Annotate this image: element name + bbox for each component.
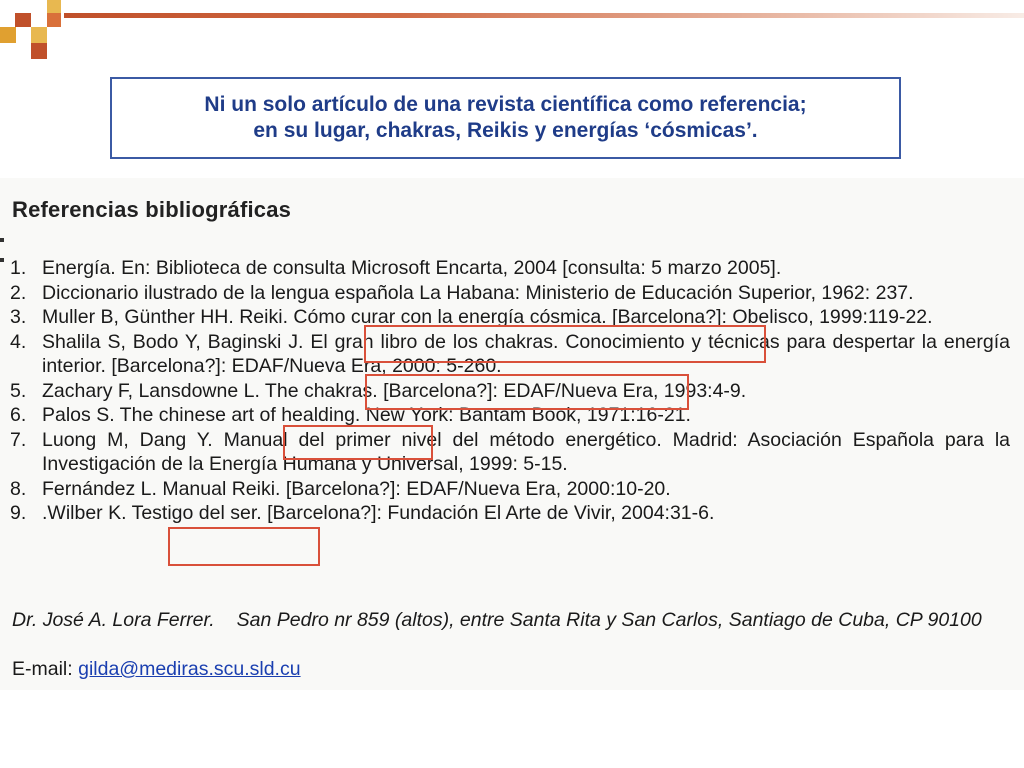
reference-text: Palos S. The chinese art of healding. New York: Bantam Book, 1971:16-21. (42, 404, 691, 426)
reference-list (10, 256, 1010, 526)
reference-number: 5. (10, 379, 27, 402)
decor-square-gold (0, 27, 16, 43)
decor-square-orange (15, 13, 31, 27)
reference-text: Luong M, Dang Y. Manual del primer nivel del método energético. Madrid: Asociación Española para la Investigación de la Energía Humana y Universal, 1999: 5-15. (42, 428, 1010, 475)
reference-text: Energía. En: Biblioteca de consulta Microsoft Encarta, 2004 [consulta: 5 marzo 2005]. (42, 257, 782, 279)
reference-text: Shalila S, Bodo Y, Baginski J. El gran libro de los chakras. Conocimiento y técnicas para despertar la energía interior. [Barcelona?]: EDAF/Nueva Era, 2000: 5-260. (42, 330, 1010, 377)
reference-item (10, 256, 1010, 281)
scan-artifact (0, 238, 4, 242)
reference-item (10, 330, 1010, 379)
email-link[interactable]: gilda@mediras.scu.sld.cu (78, 658, 301, 680)
reference-number: 7. (10, 428, 27, 451)
decor-square-gold (47, 0, 61, 13)
email-line (12, 658, 301, 681)
reference-text: Diccionario ilustrado de la lengua española La Habana: Ministerio de Educación Superior, 1962: 237. (42, 281, 914, 304)
reference-number: 4. (10, 330, 27, 353)
reference-text: .Wilber K. Testigo del ser. [Barcelona?]: Fundación El Arte de Vivir, 2004:31-6. (42, 502, 715, 524)
author-block (12, 608, 1012, 632)
reference-text: Muller B, Günther HH. Reiki. Cómo curar con la energía cósmica. [Barcelona?]: Obelisco, 1999:119-22. (42, 306, 933, 328)
reference-item (10, 477, 1010, 502)
reference-number: 3. (10, 306, 27, 328)
header-bar (64, 13, 1024, 18)
reference-item (10, 403, 1010, 428)
reference-number: 6. (10, 404, 27, 426)
reference-item (10, 428, 1010, 477)
reference-number: 2. (10, 281, 27, 304)
caption-box (110, 77, 901, 159)
reference-item (10, 379, 1010, 404)
decor-square-orange (31, 43, 47, 59)
reference-number: 1. (10, 257, 27, 279)
email-label: E-mail: (12, 658, 73, 680)
reference-number: 9. (10, 502, 27, 524)
reference-item (10, 305, 1010, 330)
scan-artifact (0, 258, 4, 262)
caption-line-1: Ni un solo artículo de una revista científica como referencia; (204, 93, 807, 116)
document-title: Referencias bibliográficas (12, 197, 292, 222)
reference-text: Fernández L. Manual Reiki. [Barcelona?]: EDAF/Nueva Era, 2000:10-20. (42, 477, 671, 500)
decor-square-gold (31, 27, 47, 43)
reference-item (10, 281, 1010, 306)
reference-item (10, 501, 1010, 526)
author-name: Dr. José A. Lora Ferrer. (12, 609, 215, 631)
author-address: San Pedro nr 859 (altos), entre Santa Rita y San Carlos, Santiago de Cuba, CP 90100 (236, 609, 982, 631)
reference-number: 8. (10, 477, 27, 500)
decor-square-orange (47, 13, 61, 27)
caption-line-2: en su lugar, chakras, Reikis y energías ‘cósmicas’. (253, 119, 758, 142)
reference-text: Zachary F, Lansdowne L. The chakras. [Barcelona?]: EDAF/Nueva Era, 1993:4-9. (42, 379, 747, 402)
